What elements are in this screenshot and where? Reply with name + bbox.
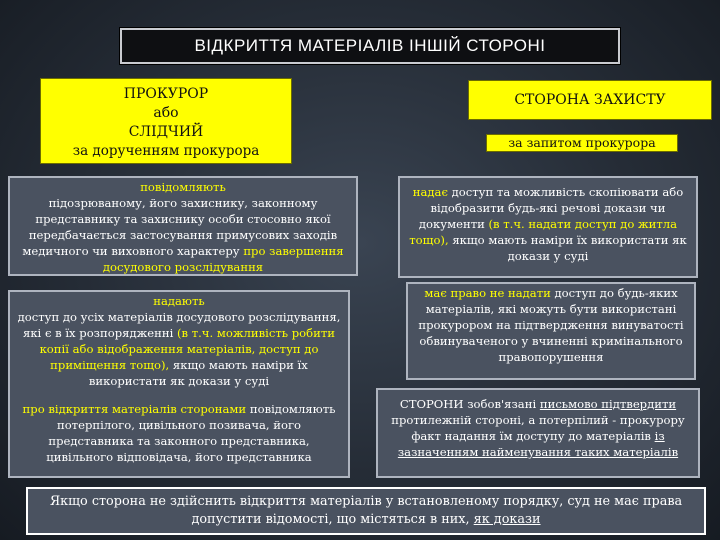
defense-intent-text: якщо мають наміри їх використати як докази у суді [452,233,687,263]
parties-obligation-panel [376,388,700,478]
investigator-label: СЛІДЧИЙ [128,124,204,140]
prosecutor-notify-panel [8,176,358,276]
page-title: ВІДКРИТТЯ МАТЕРІАЛІВ ІНШІЙ СТОРОНІ [120,28,620,64]
prosecutor-order-label: за дорученням прокурора [72,143,260,159]
defense-housing-note: (в т.ч. надати доступ до житла тощо), [409,217,678,247]
access-intent-text: якщо мають наміри їх використати як докази у суді [88,358,308,388]
prosecutor-inform-panel [8,400,350,478]
defense-access-text: доступ та можливість скопіювати або відобразити будь-які речові докази чи документи [418,185,684,231]
final-rule-evidence: як докази [473,512,541,527]
defense-access-panel [398,176,698,278]
defense-right-heading: має право не надати [424,286,551,300]
notify-text: підозрюваному, його захиснику, законному представнику та захиснику особи стосовно якої передбачається застосування примусових заходів медичного чи виховного характеру [22,196,338,258]
defense-box: СТОРОНА ЗАХИСТУ [468,80,712,120]
inform-text: повідомляють потерпілого, цивільного позивача, його представника та законного представника, цивільного відповідача, його представника [46,402,336,464]
defense-right-panel [406,282,696,380]
parties-confirm: письмово підтвердити [539,397,677,411]
parties-listing: із зазначенням найменування таких матеріалів [397,429,679,459]
notify-verb: повідомляють [140,180,226,194]
defense-grants: надає [412,185,448,199]
parties-text: протилежній стороні, а потерпілий - прокурору факт надання їм доступу до матеріалів [391,413,685,443]
defense-right-text: доступ до будь-яких матеріалів, які можуть бути використані прокурором на підтвердження винуватості обвинуваченого у вчиненні кримінального правопорушення [418,286,684,364]
final-rule-text: Якщо сторона не здійснить відкриття матеріалів у встановленому порядку, суд не має права допустити відомості, що містяться в них, [49,494,683,527]
access-copies-note: (в т.ч. можливість робити копії або відображення матеріалів, доступ до приміщення тощо), [39,326,335,372]
access-text: доступ до усіх матеріалів досудового розслідування, які є в їх розпорядженні [17,310,341,340]
parties-heading: СТОРОНИ зобов'язані [399,397,537,411]
access-verb: надають [153,294,205,308]
notify-about: про [243,244,266,258]
inform-heading: про відкриття матеріалів сторонами [22,402,247,416]
final-rule-box [26,487,706,535]
defense-request-label: за запитом прокурора [486,134,678,152]
prosecutor-box [40,78,292,164]
or-label: або [153,105,179,121]
prosecutor-access-panel [8,290,350,402]
prosecutor-label: ПРОКУРОР [123,86,209,102]
notify-completion: завершення досудового розслідування [102,244,344,274]
